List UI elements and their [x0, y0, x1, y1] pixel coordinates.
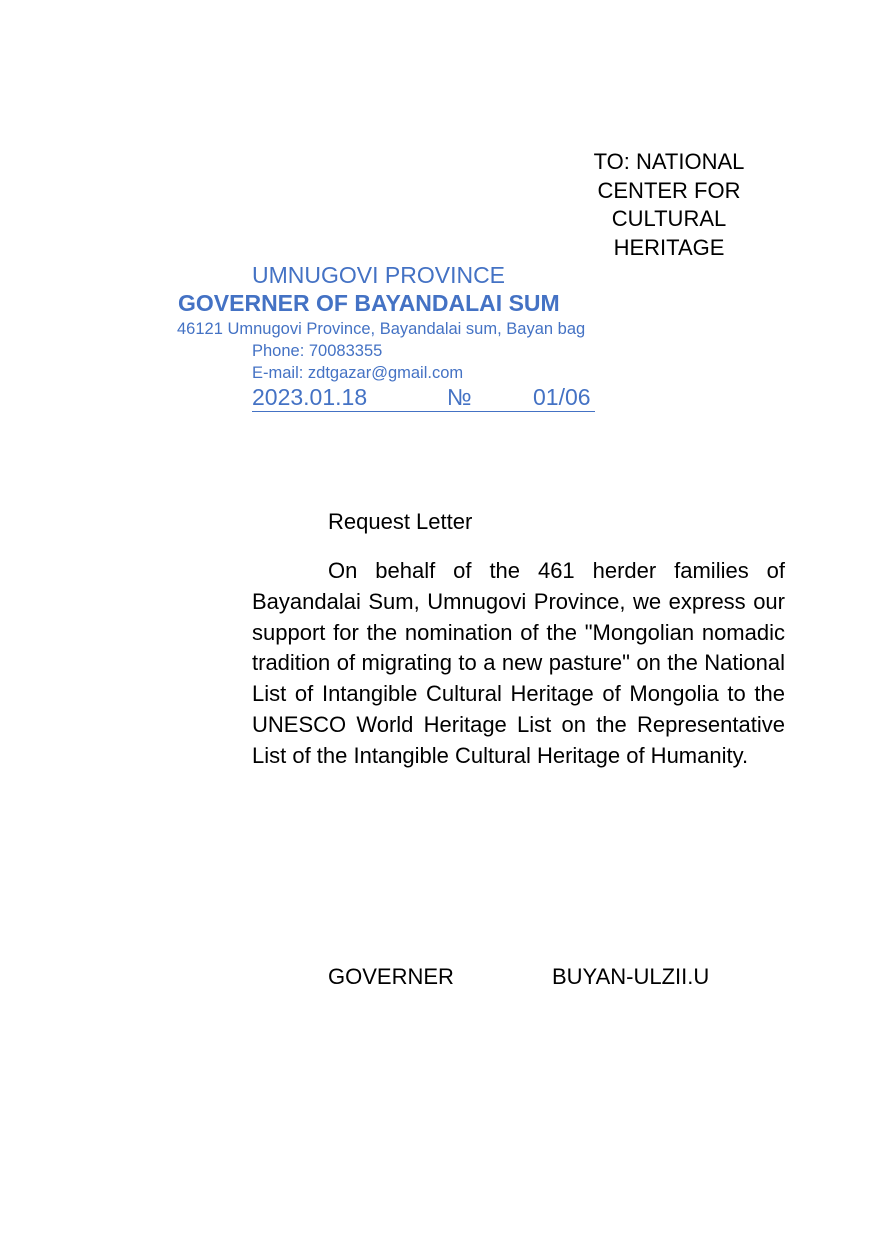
signatory-title: GOVERNER [328, 964, 454, 989]
recipient-line: TO: NATIONAL [593, 149, 745, 174]
recipient-line: HERITAGE [613, 234, 725, 260]
signatory-name: BUYAN-ULZII.U [552, 964, 710, 989]
letterhead-phone: Phone: 70083355 [252, 342, 383, 360]
recipient-line: CENTER FOR [597, 177, 741, 203]
letter-title: Request Letter [328, 509, 473, 534]
recipient-line: CULTURAL [611, 206, 727, 231]
letter-number: 01/06 [533, 384, 591, 410]
recipient-block [562, 148, 776, 262]
letterhead-province: UMNUGOVI PROVINCE [252, 262, 506, 288]
letterhead-office: GOVERNER OF BAYANDALAI SUM [178, 290, 560, 316]
letter-reference-line [252, 384, 595, 412]
letter-date: 2023.01.18 [252, 384, 368, 410]
letter-body: On behalf of the 461 herder families of Bayandalai Sum, Umnugovi Province, we express our support for the nomination of the "Mongolian nomadic tradition of migrating to a new pasture" on the National List of Intangible Cultural Heritage of Mongolia to the UNESCO World Heritage List on the Representative List of the Intangible Cultural Heritage of Humanity. [252, 558, 785, 768]
letterhead-email: E-mail: zdtgazar@gmail.com [252, 364, 464, 382]
letterhead-address: 46121 Umnugovi Province, Bayandalai sum, Bayan bag [177, 320, 586, 338]
number-sign: № [447, 384, 472, 410]
